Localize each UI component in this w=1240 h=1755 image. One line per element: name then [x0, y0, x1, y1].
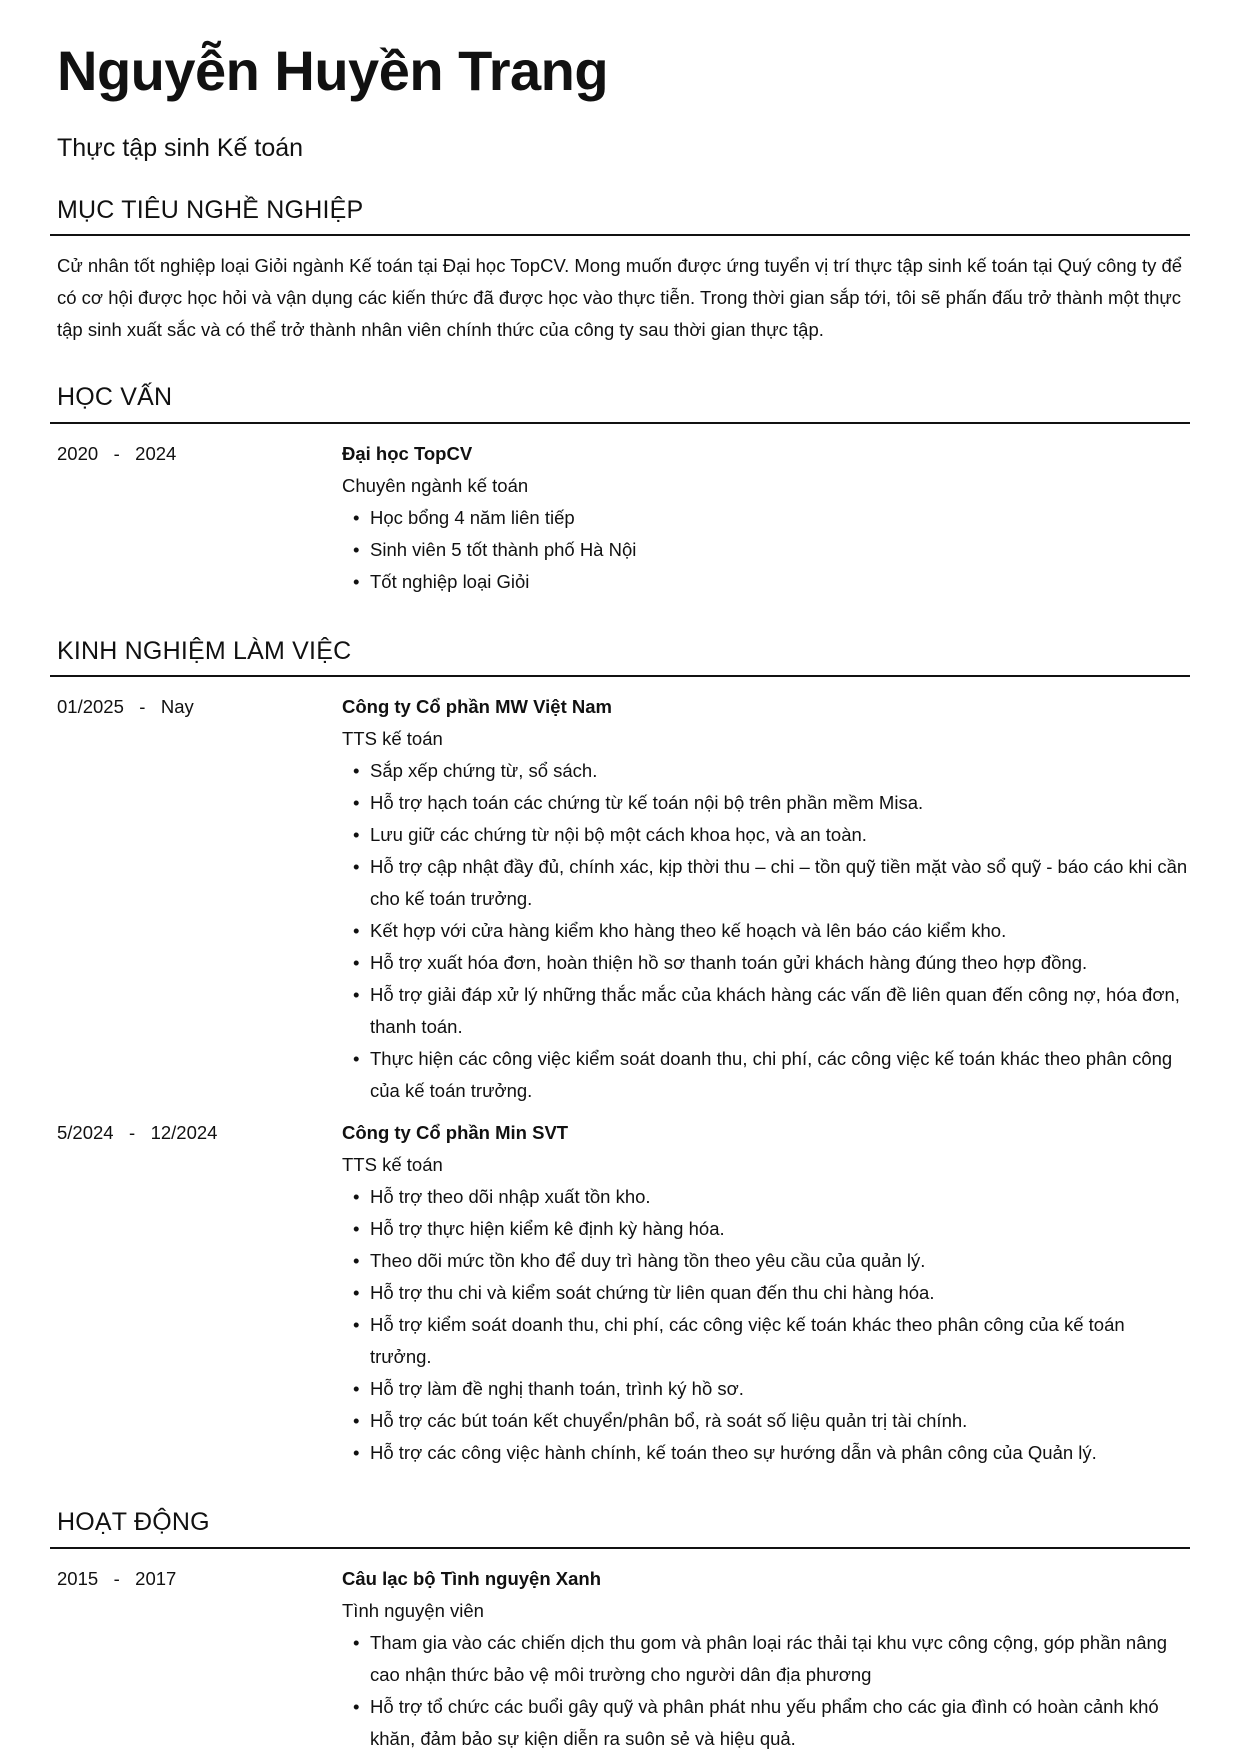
bullet-item: • Kết hợp với cửa hàng kiểm kho hàng theo kế hoạch và lên báo cáo kiểm kho. — [370, 915, 1190, 947]
objective-text: Cử nhân tốt nghiệp loại Giỏi ngành Kế toán tại Đại học TopCV. Mong muốn được ứng tuyển vị trí thực tập sinh kế toán tại Quý công ty để có cơ hội được học hỏi và vận dụng các kiến thức đã được học vào thực tiễn. Trong thời gian sắp tới, tôi sẽ phấn đấu trở thành một thực tập sinh xuất sắc và có thể trở thành nhân viên chính thức của công ty sau thời gian thực tập. — [57, 255, 1183, 341]
entry-row — [50, 438, 1190, 598]
bullet-item: • Hỗ trợ tổ chức các buổi gây quỹ và phân phát nhu yếu phẩm cho các gia đình có hoàn cảnh khó khăn, đảm bảo sự kiện diễn ra suôn sẻ và hiệu quả. — [370, 1691, 1190, 1755]
bullet-item: • Hỗ trợ các công việc hành chính, kế toán theo sự hướng dẫn và phân công của Quản lý. — [370, 1437, 1190, 1469]
entry-date: 5/2024 - 12/2024 — [57, 1122, 218, 1144]
bullet-item: • Lưu giữ các chứng từ nội bộ một cách khoa học, và an toàn. — [370, 819, 1190, 851]
bullet-item: • Tham gia vào các chiến dịch thu gom và phân loại rác thải tại khu vực công cộng, góp phần nâng cao nhận thức bảo vệ môi trường cho người dân địa phương — [370, 1627, 1190, 1691]
bullet-item: • Hỗ trợ thực hiện kiểm kê định kỳ hàng hóa. — [370, 1213, 1190, 1245]
entry-position: Chuyên ngành kế toán — [342, 474, 529, 496]
entry-position: TTS kế toán — [342, 728, 443, 750]
bullet-item: • Hỗ trợ hạch toán các chứng từ kế toán nội bộ trên phần mềm Misa. — [370, 787, 1190, 819]
bullet-item: • Hỗ trợ giải đáp xử lý những thắc mắc của khách hàng các vấn đề liên quan đến công nợ, hóa đơn, thanh toán. — [370, 979, 1190, 1043]
section-divider — [50, 675, 1190, 677]
entry-position: TTS kế toán — [342, 1154, 443, 1176]
entry-organization: Câu lạc bộ Tình nguyện Xanh — [342, 1567, 602, 1589]
entry-content — [342, 691, 1190, 1107]
bullet-item: • Thực hiện các công việc kiểm soát doanh thu, chi phí, các công việc kế toán khác theo phân công của kế toán trưởng. — [370, 1043, 1190, 1107]
section-title: KINH NGHIỆM LÀM VIỆC — [57, 636, 352, 665]
entry-row — [50, 691, 1190, 1107]
candidate-name: Nguyễn Huyền Trang — [57, 39, 609, 102]
entry-row — [50, 1117, 1190, 1469]
education-entries — [50, 438, 1190, 598]
activities-entries — [50, 1563, 1190, 1755]
bullet-item: • Hỗ trợ làm đề nghị thanh toán, trình ký hồ sơ. — [370, 1373, 1190, 1405]
entry-organization: Công ty Cổ phần Min SVT — [342, 1122, 569, 1144]
bullet-item: • Hỗ trợ thu chi và kiểm soát chứng từ liên quan đến thu chi hàng hóa. — [370, 1277, 1190, 1309]
bullet-list — [342, 1181, 1190, 1469]
activities-section — [50, 1509, 1190, 1755]
bullet-item: • Hỗ trợ cập nhật đầy đủ, chính xác, kịp thời thu – chi – tồn quỹ tiền mặt vào sổ quỹ - báo cáo khi cần cho kế toán trưởng. — [370, 851, 1190, 915]
entry-position: Tình nguyện viên — [342, 1599, 484, 1621]
objective-section — [50, 197, 1190, 347]
entry-content — [342, 438, 1190, 598]
bullet-item: • Tốt nghiệp loại Giỏi — [370, 566, 1190, 598]
entry-content — [342, 1563, 1190, 1755]
entry-content — [342, 1117, 1190, 1469]
section-divider — [50, 422, 1190, 424]
section-title: MỤC TIÊU NGHỀ NGHIỆP — [57, 195, 364, 224]
bullet-item: • Sắp xếp chứng từ, sổ sách. — [370, 755, 1190, 787]
section-divider — [50, 1547, 1190, 1549]
bullet-item: • Theo dõi mức tồn kho để duy trì hàng tồn theo yêu cầu của quản lý. — [370, 1245, 1190, 1277]
experience-entries — [50, 691, 1190, 1469]
experience-section — [50, 638, 1190, 1470]
entry-row — [50, 1563, 1190, 1755]
bullet-list — [342, 502, 1190, 598]
candidate-role: Thực tập sinh Kế toán — [57, 133, 304, 162]
entry-date: 2015 - 2017 — [57, 1567, 177, 1589]
section-title: HOẠT ĐỘNG — [57, 1508, 210, 1537]
bullet-item: • Học bổng 4 năm liên tiếp — [370, 502, 1190, 534]
bullet-list — [342, 755, 1190, 1107]
bullet-item: • Hỗ trợ kiểm soát doanh thu, chi phí, các công việc kế toán khác theo phân công của kế toán trưởng. — [370, 1309, 1190, 1373]
education-section — [50, 384, 1190, 598]
entry-organization: Đại học TopCV — [342, 442, 473, 464]
bullet-item: • Hỗ trợ các bút toán kết chuyển/phân bổ, rà soát số liệu quản trị tài chính. — [370, 1405, 1190, 1437]
section-divider — [50, 234, 1190, 236]
entry-organization: Công ty Cổ phần MW Việt Nam — [342, 696, 612, 718]
entry-date: 01/2025 - Nay — [57, 696, 194, 718]
bullet-list — [342, 1627, 1190, 1755]
bullet-item: • Sinh viên 5 tốt thành phố Hà Nội — [370, 534, 1190, 566]
section-title: HỌC VẤN — [57, 383, 173, 412]
entry-date: 2020 - 2024 — [57, 442, 177, 464]
bullet-item: • Hỗ trợ theo dõi nhập xuất tồn kho. — [370, 1181, 1190, 1213]
bullet-item: • Hỗ trợ xuất hóa đơn, hoàn thiện hồ sơ thanh toán gửi khách hàng đúng theo hợp đồng. — [370, 947, 1190, 979]
